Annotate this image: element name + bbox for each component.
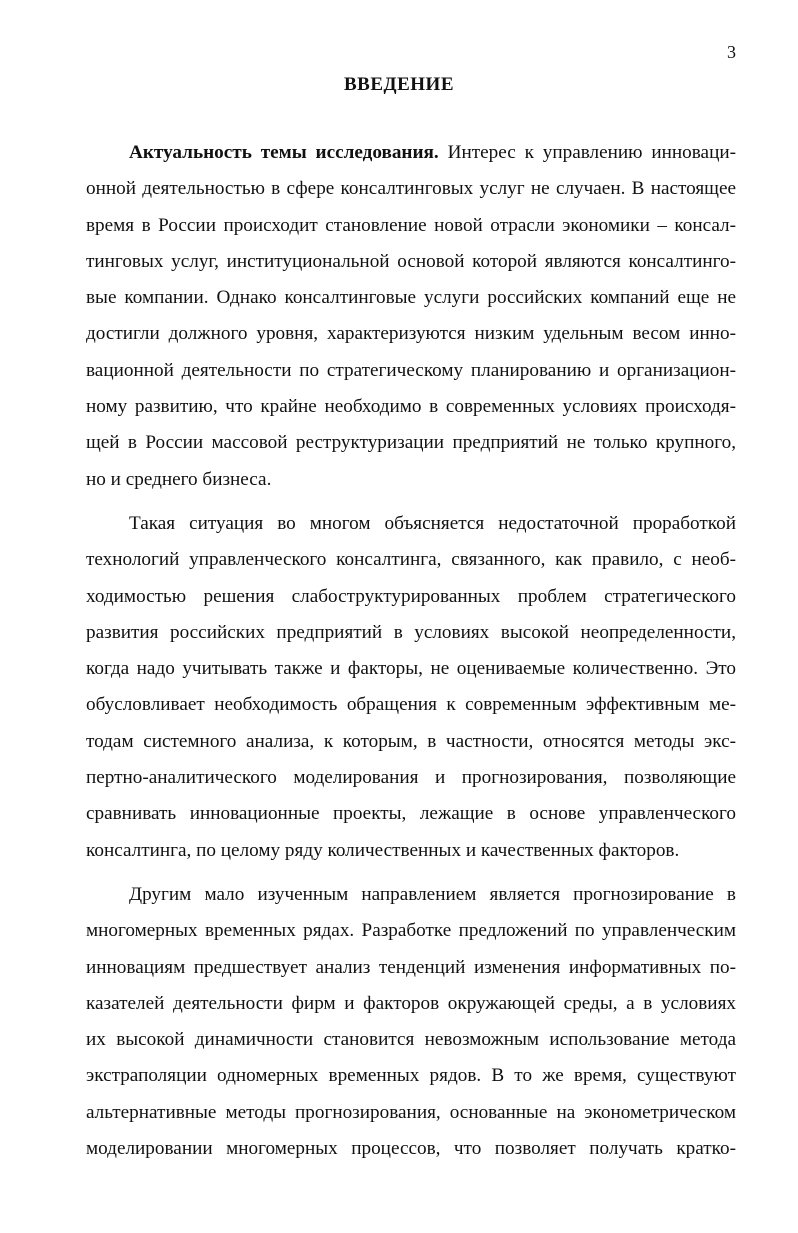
paragraph-line: казателей деятельности фирм и факторов окружающей среды, а в условиях bbox=[86, 992, 736, 1014]
paragraph-line: пертно-аналитического моделирования и прогнозирования, позволяющие bbox=[86, 767, 736, 789]
paragraph-line: щей в России массовой реструктуризации предприятий не только крупного, bbox=[86, 432, 736, 454]
paragraph-line: тинговых услуг, институциональной основой которой являются консалтинго- bbox=[86, 250, 736, 272]
paragraph-3 bbox=[86, 877, 736, 1167]
paragraph-line: Другим мало изученным направлением является прогнозирование в bbox=[129, 883, 736, 905]
paragraph-line: экстраполяции одномерных временных рядов. В то же время, существуют bbox=[86, 1065, 736, 1087]
paragraph-line: время в России происходит становление новой отрасли экономики – консал- bbox=[86, 214, 736, 236]
paragraph-line: когда надо учитывать также и факторы, не оцениваемые количественно. Это bbox=[86, 658, 736, 680]
paragraph-line: но и среднего бизнеса. bbox=[86, 468, 272, 490]
paragraph-1 bbox=[86, 135, 736, 498]
paragraph-line: достигли должного уровня, характеризуются низким удельным весом инно- bbox=[86, 323, 736, 345]
paragraph-line: технологий управленческого консалтинга, связанного, как правило, с необ- bbox=[86, 549, 736, 571]
section-title: ВВЕДЕНИЕ bbox=[344, 74, 454, 95]
paragraph-2 bbox=[86, 506, 736, 869]
lead-phrase: Актуальность темы исследования. bbox=[129, 142, 439, 163]
paragraph-line: моделировании многомерных процессов, что позволяет получать кратко- bbox=[86, 1138, 736, 1160]
page-number: 3 bbox=[727, 42, 736, 62]
paragraph-line: обусловливает необходимость обращения к современным эффективным ме- bbox=[86, 694, 736, 716]
paragraph-line: ному развитию, что крайне необходимо в современных условиях происходя- bbox=[86, 396, 736, 418]
paragraph-line: онной деятельностью в сфере консалтинговых услуг не случаен. В настоящее bbox=[86, 178, 736, 200]
paragraph-line: их высокой динамичности становится невозможным использование метода bbox=[86, 1029, 736, 1051]
paragraph-line: многомерных временных рядах. Разработке предложений по управленческим bbox=[86, 920, 736, 942]
paragraph-line: инновациям предшествует анализ тенденций изменения информативных по- bbox=[86, 956, 736, 978]
paragraph-line: альтернативные методы прогнозирования, основанные на эконометрическом bbox=[86, 1101, 736, 1123]
paragraph-line: вационной деятельности по стратегическому планированию и организацион- bbox=[86, 359, 736, 381]
body-text bbox=[86, 135, 736, 1175]
paragraph-line: развития российских предприятий в условиях высокой неопределенности, bbox=[86, 621, 736, 643]
paragraph-line: Такая ситуация во многом объясняется недостаточной проработкой bbox=[129, 512, 736, 534]
paragraph-line: вые компании. Однако консалтинговые услуги российских компаний еще не bbox=[86, 287, 736, 309]
paragraph-line: консалтинга, по целому ряду количественных и качественных факторов. bbox=[86, 839, 680, 861]
paragraph-line: тодам системного анализа, к которым, в частности, относятся методы экс- bbox=[86, 730, 736, 752]
paragraph-line: Актуальность темы исследования. Интерес к управлению инноваци- bbox=[129, 142, 737, 163]
paragraph-line: ходимостью решения слабоструктурированных проблем стратегического bbox=[86, 585, 736, 607]
paragraph-line: сравнивать инновационные проекты, лежащие в основе управленческого bbox=[86, 803, 736, 825]
